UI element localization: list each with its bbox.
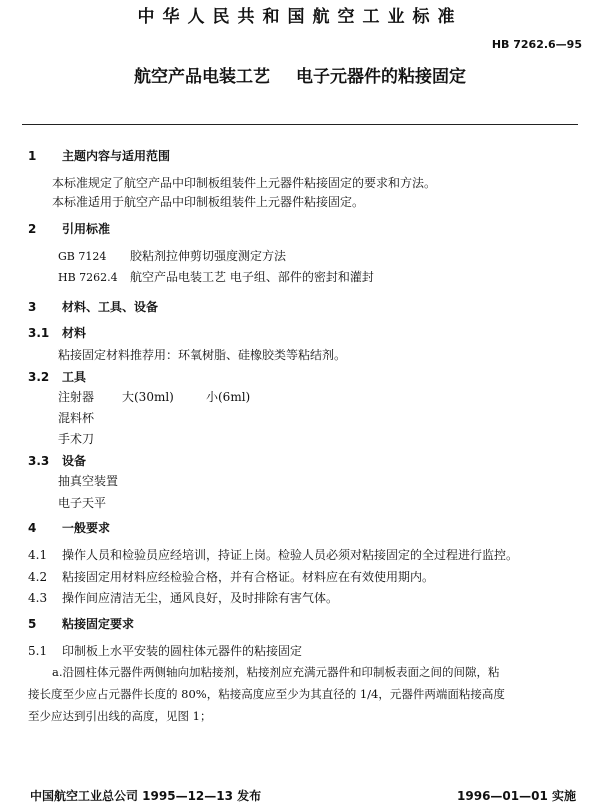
subsection-3-1-heading [28, 324, 86, 341]
section-number: 3 [28, 300, 37, 314]
paragraph: 粘接固定材料推荐用：环氧树脂、硅橡胶类等粘结剂。 [58, 348, 347, 362]
item-text: 粘接固定用材料应经检验合格，并有合格证。材料应在有效使用期内。 [62, 570, 435, 584]
requirement-item [28, 568, 434, 585]
requirement-item [28, 546, 518, 563]
title-part2: 电子元器件的粘接固定 [295, 67, 466, 87]
section-4-heading [28, 519, 110, 536]
section-number: 5 [28, 617, 37, 631]
reference-title: 航空产品电装工艺 电子组、部件的密封和灌封 [130, 270, 374, 284]
equipment-balance: 电子天平 [58, 496, 107, 510]
section-number: 4 [28, 521, 37, 535]
standard-header-title: 中华人民共和国航空工业标准 [137, 7, 463, 27]
section-number: 1 [28, 149, 37, 163]
paragraph-line: 至少应达到引出线的高度，见图 1； [28, 709, 212, 723]
title-part1: 航空产品电装工艺 [134, 67, 271, 87]
equipment-vacuum: 抽真空装置 [58, 474, 119, 488]
subsection-5-1 [28, 642, 302, 659]
paragraph: 本标准适用于航空产品中印制板组装件上元器件粘接固定。 [52, 195, 365, 209]
subsection-title: 材料 [62, 326, 87, 340]
subsection-title: 设备 [62, 454, 87, 468]
paragraph-line: a.沿圆柱体元器件两侧轴向加粘接剂，粘接剂应充满元器件和印制板表面之间的间隙，粘 [52, 665, 500, 679]
item-number: 4.2 [28, 570, 48, 584]
item-number: 5.1 [28, 644, 48, 658]
tool-mixing-cup: 混料杯 [58, 411, 95, 425]
section-title: 引用标准 [62, 222, 111, 236]
subsection-title: 工具 [62, 370, 87, 384]
document-title [0, 62, 600, 87]
section-number: 2 [28, 222, 37, 236]
section-2-heading [28, 220, 110, 237]
subsection-3-3-heading [28, 452, 86, 469]
paragraph: 本标准规定了航空产品中印制板组装件上元器件粘接固定的要求和方法。 [52, 176, 437, 190]
tool-syringe-small: 小(6ml) [206, 390, 251, 404]
section-1-heading [28, 147, 170, 164]
tool-syringe: 注射器 [58, 390, 95, 404]
reference-code: HB 7262.4 [58, 271, 118, 284]
item-number: 4.1 [28, 548, 48, 562]
section-title: 主题内容与适用范围 [62, 149, 171, 163]
subsection-number: 3.1 [28, 326, 50, 340]
subsection-number: 3.3 [28, 454, 50, 468]
section-5-heading [28, 615, 134, 632]
reference-title: 胶粘剂拉伸剪切强度测定方法 [130, 249, 287, 263]
reference-code: GB 7124 [58, 250, 107, 263]
item-text: 印制板上水平安装的圆柱体元器件的粘接固定 [62, 644, 303, 658]
tool-syringe-large: 大(30ml) [122, 390, 174, 404]
reference-item [58, 247, 286, 264]
item-text: 操作间应清洁无尘，通风良好，及时排除有害气体。 [62, 591, 339, 605]
effective-date: 1996—01—01 实施 [457, 789, 576, 803]
section-title: 材料、工具、设备 [62, 300, 159, 314]
standard-number: HB 7262.6—95 [491, 38, 582, 51]
section-title: 一般要求 [62, 521, 111, 535]
issue-date: 中国航空工业总公司 1995—12—13 发布 [30, 789, 262, 803]
paragraph-line: 接长度至少应占元器件长度的 80%，粘接高度应至少为其直径的 1/4，元器件两端面粘接高度 [28, 687, 505, 701]
item-text: 操作人员和检验员应经培训，持证上岗。检验人员必须对粘接固定的全过程进行监控。 [62, 548, 519, 562]
reference-item [58, 268, 374, 285]
section-title: 粘接固定要求 [62, 617, 135, 631]
item-number: 4.3 [28, 591, 48, 605]
tool-scalpel: 手术刀 [58, 432, 95, 446]
section-3-heading [28, 298, 158, 315]
header-rule [22, 124, 578, 125]
requirement-item [28, 589, 338, 606]
subsection-3-2-heading [28, 368, 86, 385]
subsection-number: 3.2 [28, 370, 50, 384]
